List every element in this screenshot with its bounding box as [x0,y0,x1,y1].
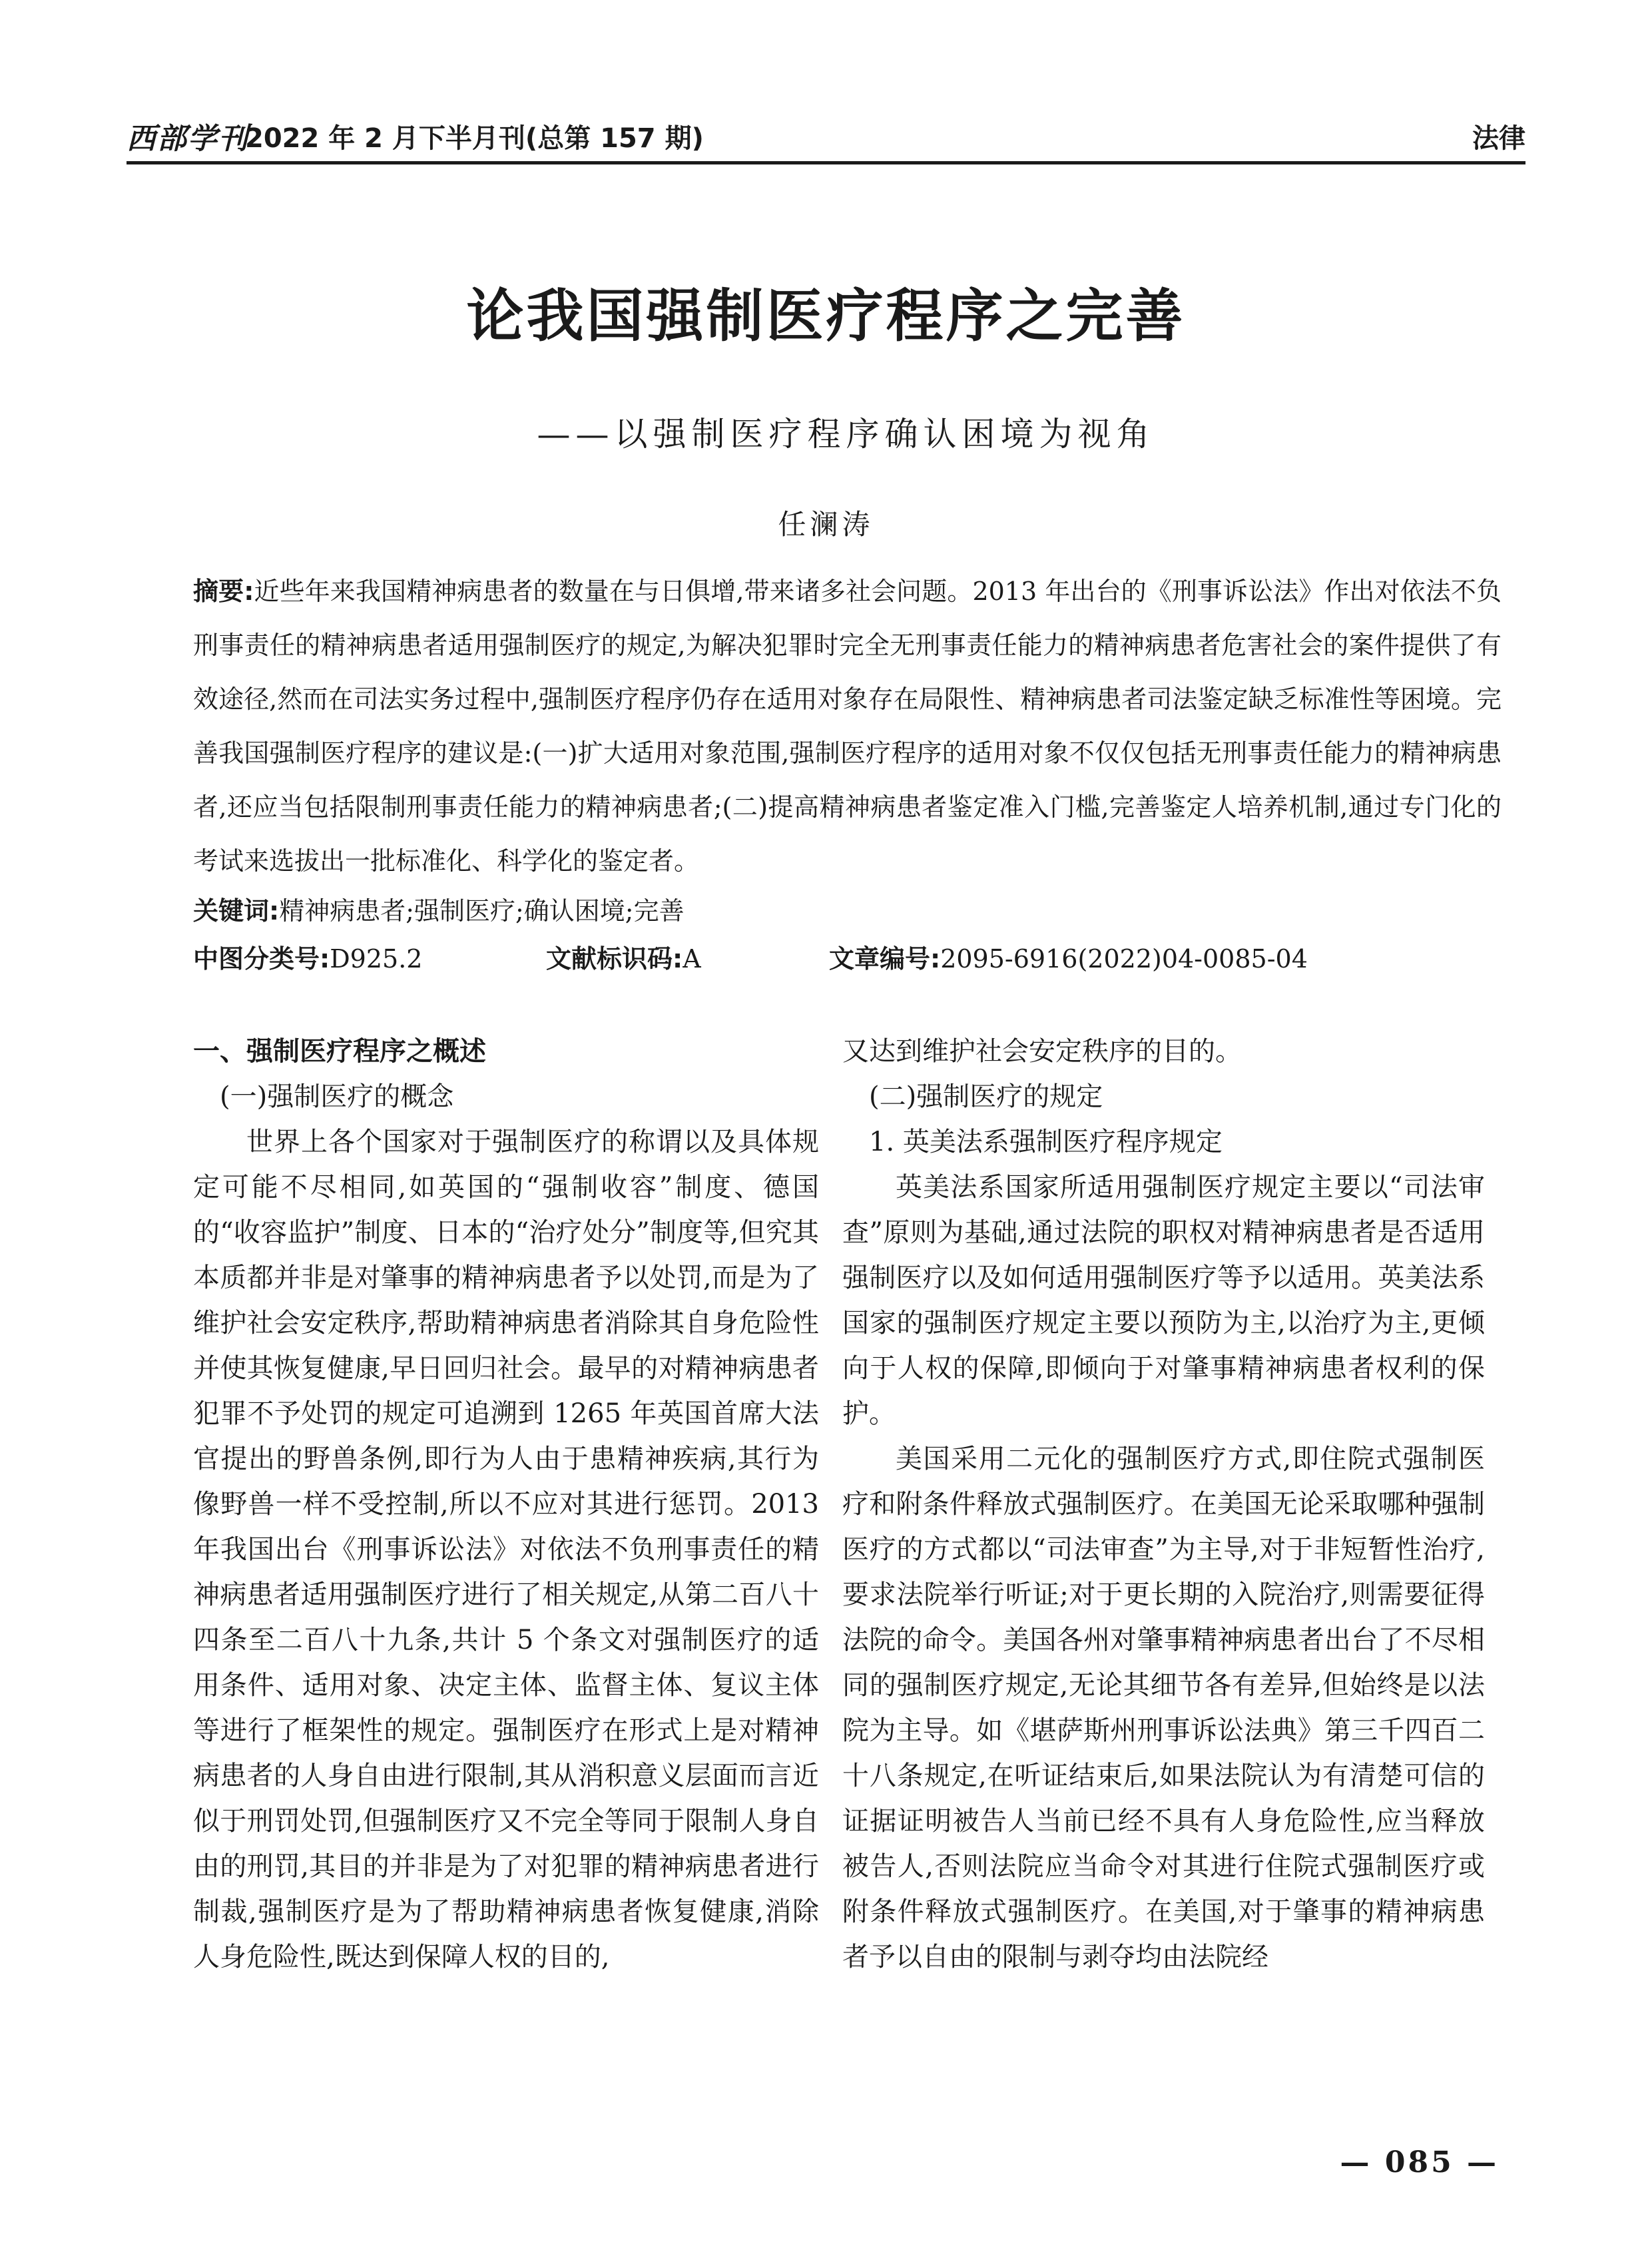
paragraph-united-states: 美国采用二元化的强制医疗方式,即住院式强制医疗和附条件释放式强制医疗。在美国无论采取哪种强制医疗的方式都以“司法审查”为主导,对于非短暂性治疗,要求法院举行听证;对于更长期的入院治疗,则需要征得法院的命令。美国各州对肇事精神病患者出台了不尽相同的强制医疗规定,无论其细节各有差异,但始终是以法院为主导。如《堪萨斯州刑事诉讼法典》第三千四百二十八条规定,在听证结束后,如果法院认为有清楚可信的证据证明被告人当前已经不具有人身危险性,应当释放被告人,否则法院应当命令对其进行住院式强制医疗或附条件释放式强制医疗。在美国,对于肇事的精神病患者予以自由的限制与剥夺均由法院经 [842,1444,1485,1972]
paragraph-concept: 世界上各个国家对于强制医疗的称谓以及具体规定可能不尽相同,如英国的“强制收容”制度、德国的“收容监护”制度、日本的“治疗处分”制度等,但究其本质都并非是对肇事的精神病患者予以处罚,而是为了维护社会安定秩序,帮助精神病患者消除其自身危险性并使其恢复健康,早日回归社会。最早的对精神病患者犯罪不予处罚的规定可追溯到 1265 年英国首席大法官提出的野兽条例,即行为人由于患精神疾病,其行为像野兽一样不受控制,所以不应对其进行惩罚。2013 年我国出台《刑事诉讼法》对依法不负刑事责任的精神病患者适用强制医疗进行了相关规定,从第二百八十四条至二百八十九条,共计 5 个条文对强制医疗的适用条件、适用对象、决定主体、监督主体、复议主体等进行了框架性的规定。强制医疗在形式上是对精神病患者的人身自由进行限制,其从消积意义层面而言近似于刑罚处罚,但强制医疗又不完全等同于限制人身自由的刑罚,其目的并非是为了对犯罪的精神病患者进行制裁,强制医疗是为了帮助精神病患者恢复健康,消除人身危险性,既达到保障人权的目的, [193,1127,819,1972]
running-header [127,113,1525,156]
doc-code-label: 文献标识码: [546,944,683,974]
journal-issue: 2022 年 2 月下半月刊(总第 157 期) [245,123,704,154]
doc-code-item [546,939,701,979]
abstract [193,565,1502,888]
subsection-heading-2: (二)强制医疗的规定 [869,1081,1103,1112]
body-column-right [842,1029,1485,1980]
subsubsection-heading-1: 1. 英美法系强制医疗程序规定 [869,1127,1223,1157]
paragraph-anglo-american: 英美法系国家所适用强制医疗规定主要以“司法审查”原则为基础,通过法院的职权对精神病患者是否适用强制医疗以及如何适用强制医疗等予以适用。英美法系国家的强制医疗规定主要以预防为主,以治疗为主,更倾向于人权的保障,即倾向于对肇事精神病患者权利的保护。 [842,1172,1485,1429]
article-id-item [829,939,1308,979]
article-id-label: 文章编号: [829,944,941,974]
article-title: 论我国强制医疗程序之完善 [466,282,1186,350]
article-subtitle: ——以强制医疗程序确认困境为视角 [537,415,1155,453]
article-author: 任澜涛 [778,508,874,541]
clc-label: 中图分类号: [193,944,330,974]
body-column-left [193,1029,819,1980]
keywords-text: 精神病患者;强制医疗;确认困境;完善 [279,896,685,926]
clc-value: D925.2 [330,944,423,974]
keywords-label: 关键词: [193,896,280,926]
article-id-value: 2095-6916(2022)04-0085-04 [940,944,1308,974]
paragraph-concept-continued: 又达到维护社会安定秩序的目的。 [842,1036,1242,1067]
abstract-text: 近些年来我国精神病患者的数量在与日俱增,带来诸多社会问题。2013 年出台的《刑事诉讼法》作出对依法不负刑事责任的精神病患者适用强制医疗的规定,为解决犯罪时完全无刑事责任能力的精神病患者危害社会的案件提供了有效途径,然而在司法实务过程中,强制医疗程序仍存在适用对象存在局限性、精神病患者司法鉴定缺乏标准性等困境。完善我国强制医疗程序的建议是:(一)扩大适用对象范围,强制医疗程序的适用对象不仅仅包括无刑事责任能力的精神病患者,还应当包括限制刑事责任能力的精神病患者;(二)提高精神病患者鉴定准入门槛,完善鉴定人培养机制,通过专门化的考试来选拔出一批标准化、科学化的鉴定者。 [193,577,1502,876]
header-rule [127,161,1525,164]
clc-item [193,939,422,979]
doc-code-value: A [683,944,701,974]
section-heading-1: 一、强制医疗程序之概述 [193,1036,486,1067]
subsection-heading-1: (一)强制医疗的概念 [220,1081,454,1112]
journal-logo: 西部学刊 [127,122,249,156]
section-tag: 法律 [1472,123,1525,154]
page-number: — 085 — [1340,2145,1499,2179]
abstract-label: 摘要: [193,577,254,606]
keywords [193,891,1502,931]
